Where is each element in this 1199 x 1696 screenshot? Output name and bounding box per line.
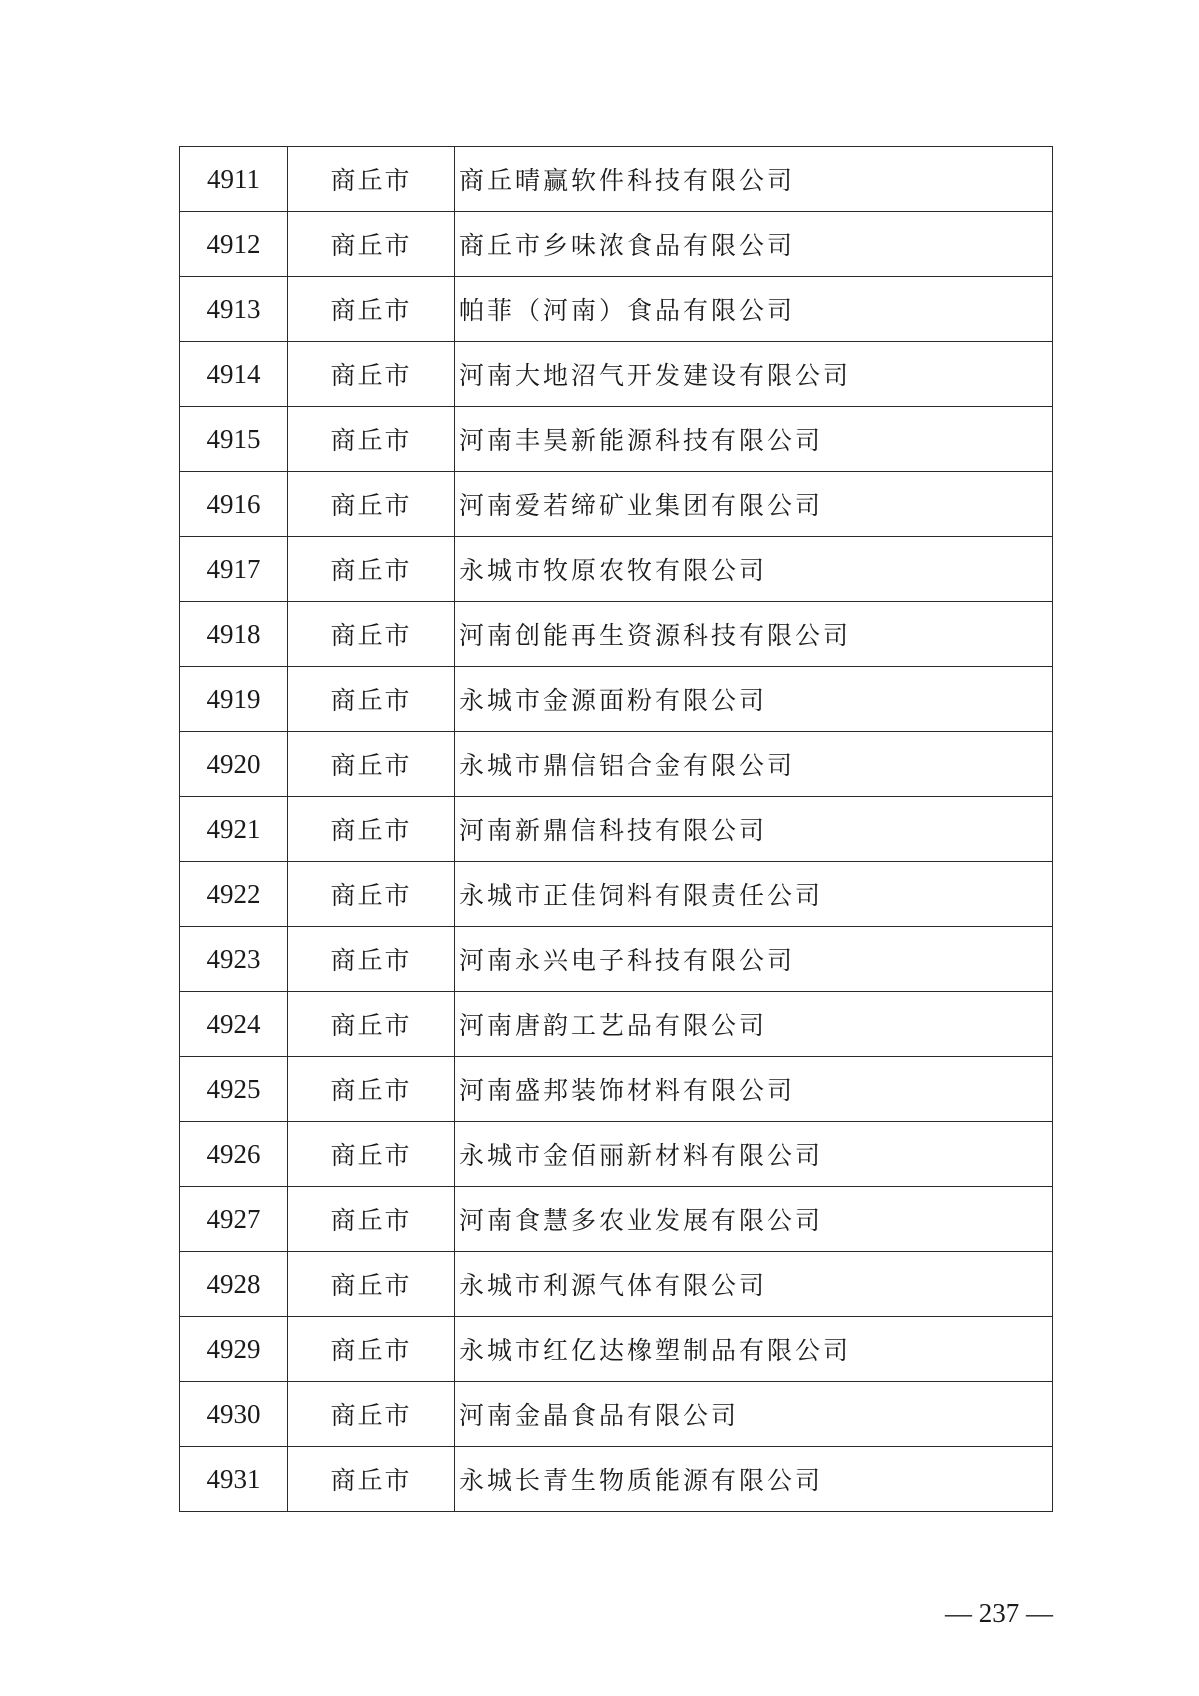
row-number: 4921 [180, 797, 288, 862]
row-company: 河南丰昊新能源科技有限公司 [455, 407, 1053, 472]
row-number: 4919 [180, 667, 288, 732]
table-row [180, 732, 1053, 797]
table-row [180, 602, 1053, 667]
row-number: 4924 [180, 992, 288, 1057]
row-city: 商丘市 [288, 667, 455, 732]
row-company: 永城市鼎信铝合金有限公司 [455, 732, 1053, 797]
row-company: 河南唐韵工艺品有限公司 [455, 992, 1053, 1057]
row-number: 4927 [180, 1187, 288, 1252]
row-company: 商丘市乡味浓食品有限公司 [455, 212, 1053, 277]
row-number: 4911 [180, 147, 288, 212]
table-row [180, 667, 1053, 732]
table-row [180, 537, 1053, 602]
row-company: 河南新鼎信科技有限公司 [455, 797, 1053, 862]
table-row [180, 1382, 1053, 1447]
row-city: 商丘市 [288, 1057, 455, 1122]
table-row [180, 992, 1053, 1057]
table-row [180, 1447, 1053, 1512]
table-row [180, 862, 1053, 927]
row-city: 商丘市 [288, 1187, 455, 1252]
row-number: 4913 [180, 277, 288, 342]
row-company: 商丘晴赢软件科技有限公司 [455, 147, 1053, 212]
row-company: 永城市金源面粉有限公司 [455, 667, 1053, 732]
row-city: 商丘市 [288, 212, 455, 277]
table-row [180, 472, 1053, 537]
table-row [180, 147, 1053, 212]
row-company: 永城市金佰丽新材料有限公司 [455, 1122, 1053, 1187]
row-number: 4915 [180, 407, 288, 472]
row-number: 4930 [180, 1382, 288, 1447]
row-number: 4917 [180, 537, 288, 602]
row-company: 河南盛邦装饰材料有限公司 [455, 1057, 1053, 1122]
table-row [180, 342, 1053, 407]
row-city: 商丘市 [288, 862, 455, 927]
row-city: 商丘市 [288, 537, 455, 602]
row-city: 商丘市 [288, 602, 455, 667]
row-city: 商丘市 [288, 1317, 455, 1382]
row-city: 商丘市 [288, 1252, 455, 1317]
row-city: 商丘市 [288, 1447, 455, 1512]
row-number: 4912 [180, 212, 288, 277]
table-row [180, 1317, 1053, 1382]
row-number: 4925 [180, 1057, 288, 1122]
table-row [180, 212, 1053, 277]
row-city: 商丘市 [288, 992, 455, 1057]
row-company: 河南创能再生资源科技有限公司 [455, 602, 1053, 667]
row-number: 4931 [180, 1447, 288, 1512]
row-city: 商丘市 [288, 1122, 455, 1187]
row-number: 4923 [180, 927, 288, 992]
row-city: 商丘市 [288, 342, 455, 407]
row-company: 永城市牧原农牧有限公司 [455, 537, 1053, 602]
row-city: 商丘市 [288, 472, 455, 537]
row-number: 4922 [180, 862, 288, 927]
row-number: 4918 [180, 602, 288, 667]
row-number: 4928 [180, 1252, 288, 1317]
row-city: 商丘市 [288, 277, 455, 342]
row-company: 永城市正佳饲料有限责任公司 [455, 862, 1053, 927]
page-number: — 237 — [945, 1598, 1053, 1628]
row-city: 商丘市 [288, 1382, 455, 1447]
row-company: 河南食慧多农业发展有限公司 [455, 1187, 1053, 1252]
row-company: 河南大地沼气开发建设有限公司 [455, 342, 1053, 407]
company-list-table [179, 146, 1053, 1512]
row-company: 河南金晶食品有限公司 [455, 1382, 1053, 1447]
table-row [180, 1252, 1053, 1317]
row-company: 永城长青生物质能源有限公司 [455, 1447, 1053, 1512]
row-number: 4929 [180, 1317, 288, 1382]
row-city: 商丘市 [288, 797, 455, 862]
row-company: 永城市红亿达橡塑制品有限公司 [455, 1317, 1053, 1382]
row-number: 4926 [180, 1122, 288, 1187]
row-number: 4920 [180, 732, 288, 797]
table-row [180, 277, 1053, 342]
table-row [180, 1122, 1053, 1187]
row-city: 商丘市 [288, 147, 455, 212]
table-row [180, 407, 1053, 472]
row-company: 帕菲（河南）食品有限公司 [455, 277, 1053, 342]
table-row [180, 927, 1053, 992]
row-company: 河南爱若缔矿业集团有限公司 [455, 472, 1053, 537]
table-row [180, 797, 1053, 862]
row-city: 商丘市 [288, 927, 455, 992]
row-company: 河南永兴电子科技有限公司 [455, 927, 1053, 992]
row-company: 永城市利源气体有限公司 [455, 1252, 1053, 1317]
table-row [180, 1187, 1053, 1252]
row-city: 商丘市 [288, 407, 455, 472]
row-city: 商丘市 [288, 732, 455, 797]
row-number: 4914 [180, 342, 288, 407]
table-row [180, 1057, 1053, 1122]
row-number: 4916 [180, 472, 288, 537]
